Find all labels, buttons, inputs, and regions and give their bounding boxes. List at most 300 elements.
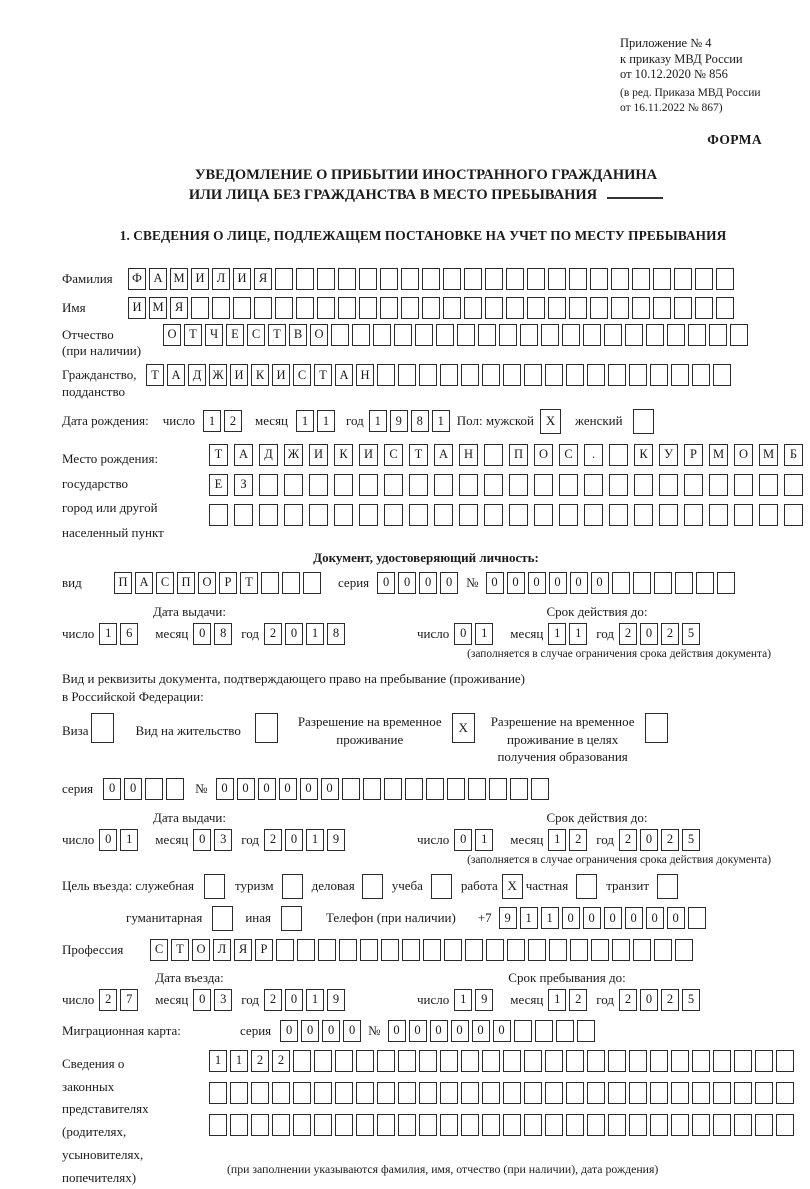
checkbox-humanitarian[interactable]: [212, 906, 233, 931]
char-cell[interactable]: К: [334, 444, 353, 466]
char-cell[interactable]: [527, 297, 545, 319]
char-cell[interactable]: [692, 364, 710, 386]
char-cell[interactable]: 1: [209, 1050, 227, 1072]
char-cell[interactable]: [559, 474, 578, 496]
char-cell[interactable]: Р: [255, 939, 273, 961]
char-cell[interactable]: [755, 1082, 773, 1104]
char-cell[interactable]: 0: [472, 1020, 490, 1042]
char-cell[interactable]: [284, 504, 303, 526]
char-cell[interactable]: 0: [646, 907, 664, 929]
char-cell[interactable]: [659, 504, 678, 526]
char-cell[interactable]: 0: [285, 989, 303, 1011]
char-cell[interactable]: [230, 1082, 248, 1104]
char-cell[interactable]: [296, 297, 314, 319]
char-cell[interactable]: [684, 504, 703, 526]
char-cell[interactable]: [317, 297, 335, 319]
checkbox-tourism[interactable]: [282, 874, 303, 899]
char-cell[interactable]: [457, 324, 475, 346]
char-cell[interactable]: [482, 364, 500, 386]
char-cell[interactable]: [634, 474, 653, 496]
char-cell[interactable]: [398, 1114, 416, 1136]
char-cell[interactable]: И: [309, 444, 328, 466]
char-cell[interactable]: [545, 1114, 563, 1136]
char-cell[interactable]: А: [335, 364, 353, 386]
char-cell[interactable]: 2: [264, 623, 282, 645]
char-cell[interactable]: [671, 364, 689, 386]
char-cell[interactable]: [482, 1050, 500, 1072]
char-cell[interactable]: 0: [419, 572, 437, 594]
char-cell[interactable]: [514, 1020, 532, 1042]
char-cell[interactable]: 0: [667, 907, 685, 929]
char-cell[interactable]: [335, 1114, 353, 1136]
char-cell[interactable]: 9: [475, 989, 493, 1011]
char-cell[interactable]: [377, 364, 395, 386]
char-cell[interactable]: [587, 1082, 605, 1104]
char-cell[interactable]: [489, 778, 507, 800]
char-cell[interactable]: [534, 504, 553, 526]
char-cell[interactable]: [503, 1050, 521, 1072]
char-cell[interactable]: Т: [409, 444, 428, 466]
char-cell[interactable]: 2: [619, 989, 637, 1011]
char-cell[interactable]: [549, 939, 567, 961]
char-cell[interactable]: 1: [296, 410, 314, 432]
char-cell[interactable]: 6: [120, 623, 138, 645]
char-cell[interactable]: [713, 364, 731, 386]
char-cell[interactable]: С: [293, 364, 311, 386]
char-cell[interactable]: О: [734, 444, 753, 466]
char-cell[interactable]: 0: [640, 623, 658, 645]
char-cell[interactable]: [434, 504, 453, 526]
char-cell[interactable]: [734, 504, 753, 526]
char-cell[interactable]: [334, 504, 353, 526]
char-cell[interactable]: С: [559, 444, 578, 466]
char-cell[interactable]: [633, 939, 651, 961]
char-cell[interactable]: [373, 324, 391, 346]
char-cell[interactable]: 0: [237, 778, 255, 800]
char-cell[interactable]: [398, 1050, 416, 1072]
char-cell[interactable]: [275, 297, 293, 319]
char-cell[interactable]: 2: [619, 623, 637, 645]
char-cell[interactable]: [484, 504, 503, 526]
char-cell[interactable]: 0: [193, 989, 211, 1011]
char-cell[interactable]: 3: [214, 989, 232, 1011]
char-cell[interactable]: [667, 324, 685, 346]
char-cell[interactable]: 8: [214, 623, 232, 645]
char-cell[interactable]: М: [759, 444, 778, 466]
char-cell[interactable]: 0: [321, 778, 339, 800]
char-cell[interactable]: С: [384, 444, 403, 466]
char-cell[interactable]: [566, 1050, 584, 1072]
char-cell[interactable]: [359, 474, 378, 496]
char-cell[interactable]: Ж: [209, 364, 227, 386]
char-cell[interactable]: К: [251, 364, 269, 386]
char-cell[interactable]: [584, 474, 603, 496]
char-cell[interactable]: М: [170, 268, 188, 290]
char-cell[interactable]: [230, 1114, 248, 1136]
char-cell[interactable]: 0: [300, 778, 318, 800]
char-cell[interactable]: [356, 1050, 374, 1072]
char-cell[interactable]: Я: [254, 268, 272, 290]
char-cell[interactable]: [684, 474, 703, 496]
char-cell[interactable]: 2: [272, 1050, 290, 1072]
char-cell[interactable]: 9: [327, 989, 345, 1011]
char-cell[interactable]: [461, 364, 479, 386]
char-cell[interactable]: [259, 504, 278, 526]
checkbox-male[interactable]: X: [540, 409, 561, 434]
char-cell[interactable]: [692, 1082, 710, 1104]
char-cell[interactable]: 9: [499, 907, 517, 929]
char-cell[interactable]: 0: [343, 1020, 361, 1042]
char-cell[interactable]: А: [135, 572, 153, 594]
char-cell[interactable]: 2: [99, 989, 117, 1011]
char-cell[interactable]: [380, 297, 398, 319]
char-cell[interactable]: [713, 1114, 731, 1136]
char-cell[interactable]: 0: [486, 572, 504, 594]
char-cell[interactable]: [524, 1114, 542, 1136]
char-cell[interactable]: [284, 474, 303, 496]
checkbox-visa[interactable]: [91, 713, 114, 743]
char-cell[interactable]: [485, 268, 503, 290]
char-cell[interactable]: [654, 939, 672, 961]
char-cell[interactable]: 0: [280, 1020, 298, 1042]
char-cell[interactable]: Д: [259, 444, 278, 466]
char-cell[interactable]: 3: [214, 829, 232, 851]
char-cell[interactable]: И: [191, 268, 209, 290]
char-cell[interactable]: [556, 1020, 574, 1042]
char-cell[interactable]: Т: [209, 444, 228, 466]
char-cell[interactable]: [303, 572, 321, 594]
char-cell[interactable]: [566, 1082, 584, 1104]
char-cell[interactable]: [612, 939, 630, 961]
char-cell[interactable]: Т: [146, 364, 164, 386]
char-cell[interactable]: [755, 1114, 773, 1136]
char-cell[interactable]: 0: [99, 829, 117, 851]
char-cell[interactable]: [776, 1082, 794, 1104]
char-cell[interactable]: [166, 778, 184, 800]
char-cell[interactable]: [251, 1114, 269, 1136]
char-cell[interactable]: [629, 1082, 647, 1104]
char-cell[interactable]: Ф: [128, 268, 146, 290]
char-cell[interactable]: Л: [212, 268, 230, 290]
char-cell[interactable]: 0: [377, 572, 395, 594]
char-cell[interactable]: [272, 1114, 290, 1136]
char-cell[interactable]: 1: [317, 410, 335, 432]
char-cell[interactable]: 2: [661, 829, 679, 851]
char-cell[interactable]: [570, 939, 588, 961]
char-cell[interactable]: 1: [548, 829, 566, 851]
char-cell[interactable]: [559, 504, 578, 526]
char-cell[interactable]: [212, 297, 230, 319]
char-cell[interactable]: О: [192, 939, 210, 961]
char-cell[interactable]: [314, 1050, 332, 1072]
char-cell[interactable]: [507, 939, 525, 961]
char-cell[interactable]: [461, 1114, 479, 1136]
char-cell[interactable]: 1: [369, 410, 387, 432]
char-cell[interactable]: [443, 268, 461, 290]
char-cell[interactable]: [590, 297, 608, 319]
char-cell[interactable]: [339, 939, 357, 961]
char-cell[interactable]: [401, 268, 419, 290]
char-cell[interactable]: С: [156, 572, 174, 594]
char-cell[interactable]: [485, 297, 503, 319]
char-cell[interactable]: [506, 268, 524, 290]
char-cell[interactable]: [688, 324, 706, 346]
char-cell[interactable]: [709, 474, 728, 496]
char-cell[interactable]: [520, 324, 538, 346]
char-cell[interactable]: [629, 1050, 647, 1072]
char-cell[interactable]: [713, 1082, 731, 1104]
char-cell[interactable]: [384, 474, 403, 496]
char-cell[interactable]: 1: [306, 623, 324, 645]
char-cell[interactable]: [650, 364, 668, 386]
char-cell[interactable]: [314, 1082, 332, 1104]
char-cell[interactable]: Л: [213, 939, 231, 961]
char-cell[interactable]: А: [234, 444, 253, 466]
char-cell[interactable]: [734, 1114, 752, 1136]
char-cell[interactable]: [282, 572, 300, 594]
char-cell[interactable]: [272, 1082, 290, 1104]
char-cell[interactable]: [409, 504, 428, 526]
char-cell[interactable]: 0: [549, 572, 567, 594]
char-cell[interactable]: [293, 1114, 311, 1136]
char-cell[interactable]: [342, 778, 360, 800]
char-cell[interactable]: 0: [285, 623, 303, 645]
char-cell[interactable]: [436, 324, 454, 346]
char-cell[interactable]: И: [128, 297, 146, 319]
char-cell[interactable]: 2: [251, 1050, 269, 1072]
char-cell[interactable]: [209, 1114, 227, 1136]
char-cell[interactable]: [503, 1114, 521, 1136]
char-cell[interactable]: [713, 1050, 731, 1072]
char-cell[interactable]: [356, 1082, 374, 1104]
char-cell[interactable]: [716, 268, 734, 290]
char-cell[interactable]: 0: [570, 572, 588, 594]
char-cell[interactable]: [261, 572, 279, 594]
char-cell[interactable]: [440, 364, 458, 386]
char-cell[interactable]: 0: [216, 778, 234, 800]
char-cell[interactable]: [444, 939, 462, 961]
char-cell[interactable]: [531, 778, 549, 800]
char-cell[interactable]: [363, 778, 381, 800]
char-cell[interactable]: 0: [430, 1020, 448, 1042]
char-cell[interactable]: [297, 939, 315, 961]
char-cell[interactable]: [398, 1082, 416, 1104]
char-cell[interactable]: [674, 268, 692, 290]
char-cell[interactable]: [625, 324, 643, 346]
char-cell[interactable]: [380, 268, 398, 290]
char-cell[interactable]: Ж: [284, 444, 303, 466]
char-cell[interactable]: [634, 504, 653, 526]
char-cell[interactable]: [359, 504, 378, 526]
char-cell[interactable]: [503, 1082, 521, 1104]
char-cell[interactable]: [426, 778, 444, 800]
char-cell[interactable]: [717, 572, 735, 594]
char-cell[interactable]: Б: [784, 444, 803, 466]
char-cell[interactable]: 7: [120, 989, 138, 1011]
char-cell[interactable]: [464, 268, 482, 290]
char-cell[interactable]: [209, 504, 228, 526]
char-cell[interactable]: Е: [226, 324, 244, 346]
char-cell[interactable]: [566, 1114, 584, 1136]
char-cell[interactable]: [671, 1082, 689, 1104]
char-cell[interactable]: [709, 504, 728, 526]
char-cell[interactable]: [296, 268, 314, 290]
char-cell[interactable]: [734, 474, 753, 496]
char-cell[interactable]: [356, 1114, 374, 1136]
char-cell[interactable]: 0: [640, 989, 658, 1011]
char-cell[interactable]: 9: [390, 410, 408, 432]
char-cell[interactable]: [461, 1082, 479, 1104]
checkbox-temp-residence[interactable]: X: [452, 713, 475, 743]
char-cell[interactable]: 0: [604, 907, 622, 929]
char-cell[interactable]: 1: [120, 829, 138, 851]
char-cell[interactable]: [524, 1050, 542, 1072]
char-cell[interactable]: [377, 1050, 395, 1072]
checkbox-temp-residence-edu[interactable]: [645, 713, 668, 743]
char-cell[interactable]: [527, 268, 545, 290]
char-cell[interactable]: [293, 1050, 311, 1072]
char-cell[interactable]: М: [149, 297, 167, 319]
char-cell[interactable]: [587, 1050, 605, 1072]
char-cell[interactable]: [524, 1082, 542, 1104]
char-cell[interactable]: 8: [411, 410, 429, 432]
char-cell[interactable]: [464, 297, 482, 319]
char-cell[interactable]: [695, 268, 713, 290]
char-cell[interactable]: [384, 504, 403, 526]
char-cell[interactable]: Я: [234, 939, 252, 961]
checkbox-female[interactable]: [633, 409, 654, 434]
char-cell[interactable]: Р: [684, 444, 703, 466]
char-cell[interactable]: [776, 1114, 794, 1136]
char-cell[interactable]: [360, 939, 378, 961]
char-cell[interactable]: [784, 474, 803, 496]
char-cell[interactable]: [577, 1020, 595, 1042]
char-cell[interactable]: [275, 268, 293, 290]
char-cell[interactable]: [587, 364, 605, 386]
checkbox-official[interactable]: [204, 874, 225, 899]
char-cell[interactable]: Д: [188, 364, 206, 386]
char-cell[interactable]: [528, 939, 546, 961]
char-cell[interactable]: [734, 1082, 752, 1104]
char-cell[interactable]: [335, 1082, 353, 1104]
checkbox-private[interactable]: [576, 874, 597, 899]
char-cell[interactable]: 0: [301, 1020, 319, 1042]
char-cell[interactable]: 0: [591, 572, 609, 594]
char-cell[interactable]: О: [198, 572, 216, 594]
char-cell[interactable]: [755, 1050, 773, 1072]
char-cell[interactable]: К: [634, 444, 653, 466]
char-cell[interactable]: [314, 1114, 332, 1136]
char-cell[interactable]: [461, 1050, 479, 1072]
char-cell[interactable]: 0: [258, 778, 276, 800]
char-cell[interactable]: [486, 939, 504, 961]
char-cell[interactable]: [671, 1050, 689, 1072]
char-cell[interactable]: [506, 297, 524, 319]
char-cell[interactable]: М: [709, 444, 728, 466]
char-cell[interactable]: [384, 778, 402, 800]
char-cell[interactable]: 1: [475, 623, 493, 645]
checkbox-business[interactable]: [362, 874, 383, 899]
char-cell[interactable]: П: [114, 572, 132, 594]
char-cell[interactable]: Т: [184, 324, 202, 346]
char-cell[interactable]: [499, 324, 517, 346]
char-cell[interactable]: [447, 778, 465, 800]
char-cell[interactable]: Т: [314, 364, 332, 386]
char-cell[interactable]: [482, 1114, 500, 1136]
char-cell[interactable]: [609, 504, 628, 526]
char-cell[interactable]: [478, 324, 496, 346]
char-cell[interactable]: [534, 474, 553, 496]
char-cell[interactable]: [583, 324, 601, 346]
char-cell[interactable]: [409, 474, 428, 496]
char-cell[interactable]: [734, 1050, 752, 1072]
char-cell[interactable]: [590, 268, 608, 290]
char-cell[interactable]: И: [272, 364, 290, 386]
checkbox-transit[interactable]: [657, 874, 678, 899]
char-cell[interactable]: [608, 364, 626, 386]
char-cell[interactable]: [611, 297, 629, 319]
char-cell[interactable]: [422, 268, 440, 290]
char-cell[interactable]: [784, 504, 803, 526]
char-cell[interactable]: [696, 572, 714, 594]
char-cell[interactable]: А: [167, 364, 185, 386]
char-cell[interactable]: [484, 444, 503, 466]
char-cell[interactable]: 0: [625, 907, 643, 929]
char-cell[interactable]: [608, 1050, 626, 1072]
char-cell[interactable]: [675, 572, 693, 594]
char-cell[interactable]: [609, 474, 628, 496]
char-cell[interactable]: [293, 1082, 311, 1104]
char-cell[interactable]: И: [359, 444, 378, 466]
char-cell[interactable]: [632, 268, 650, 290]
char-cell[interactable]: [381, 939, 399, 961]
char-cell[interactable]: [352, 324, 370, 346]
char-cell[interactable]: [334, 474, 353, 496]
char-cell[interactable]: [419, 1082, 437, 1104]
char-cell[interactable]: 1: [99, 623, 117, 645]
char-cell[interactable]: 0: [193, 623, 211, 645]
char-cell[interactable]: С: [247, 324, 265, 346]
char-cell[interactable]: 0: [528, 572, 546, 594]
char-cell[interactable]: [609, 444, 628, 466]
char-cell[interactable]: [695, 297, 713, 319]
char-cell[interactable]: [654, 572, 672, 594]
char-cell[interactable]: 2: [661, 989, 679, 1011]
char-cell[interactable]: Н: [356, 364, 374, 386]
char-cell[interactable]: [398, 364, 416, 386]
char-cell[interactable]: [377, 1114, 395, 1136]
char-cell[interactable]: [443, 297, 461, 319]
char-cell[interactable]: А: [149, 268, 167, 290]
char-cell[interactable]: 0: [285, 829, 303, 851]
char-cell[interactable]: 0: [507, 572, 525, 594]
char-cell[interactable]: [484, 474, 503, 496]
char-cell[interactable]: [309, 504, 328, 526]
char-cell[interactable]: Т: [171, 939, 189, 961]
char-cell[interactable]: 0: [388, 1020, 406, 1042]
char-cell[interactable]: [510, 778, 528, 800]
char-cell[interactable]: [509, 504, 528, 526]
char-cell[interactable]: 0: [322, 1020, 340, 1042]
char-cell[interactable]: [459, 474, 478, 496]
char-cell[interactable]: [440, 1050, 458, 1072]
char-cell[interactable]: 0: [493, 1020, 511, 1042]
char-cell[interactable]: 5: [682, 623, 700, 645]
char-cell[interactable]: [545, 1050, 563, 1072]
char-cell[interactable]: [405, 778, 423, 800]
char-cell[interactable]: 1: [548, 989, 566, 1011]
char-cell[interactable]: Т: [268, 324, 286, 346]
